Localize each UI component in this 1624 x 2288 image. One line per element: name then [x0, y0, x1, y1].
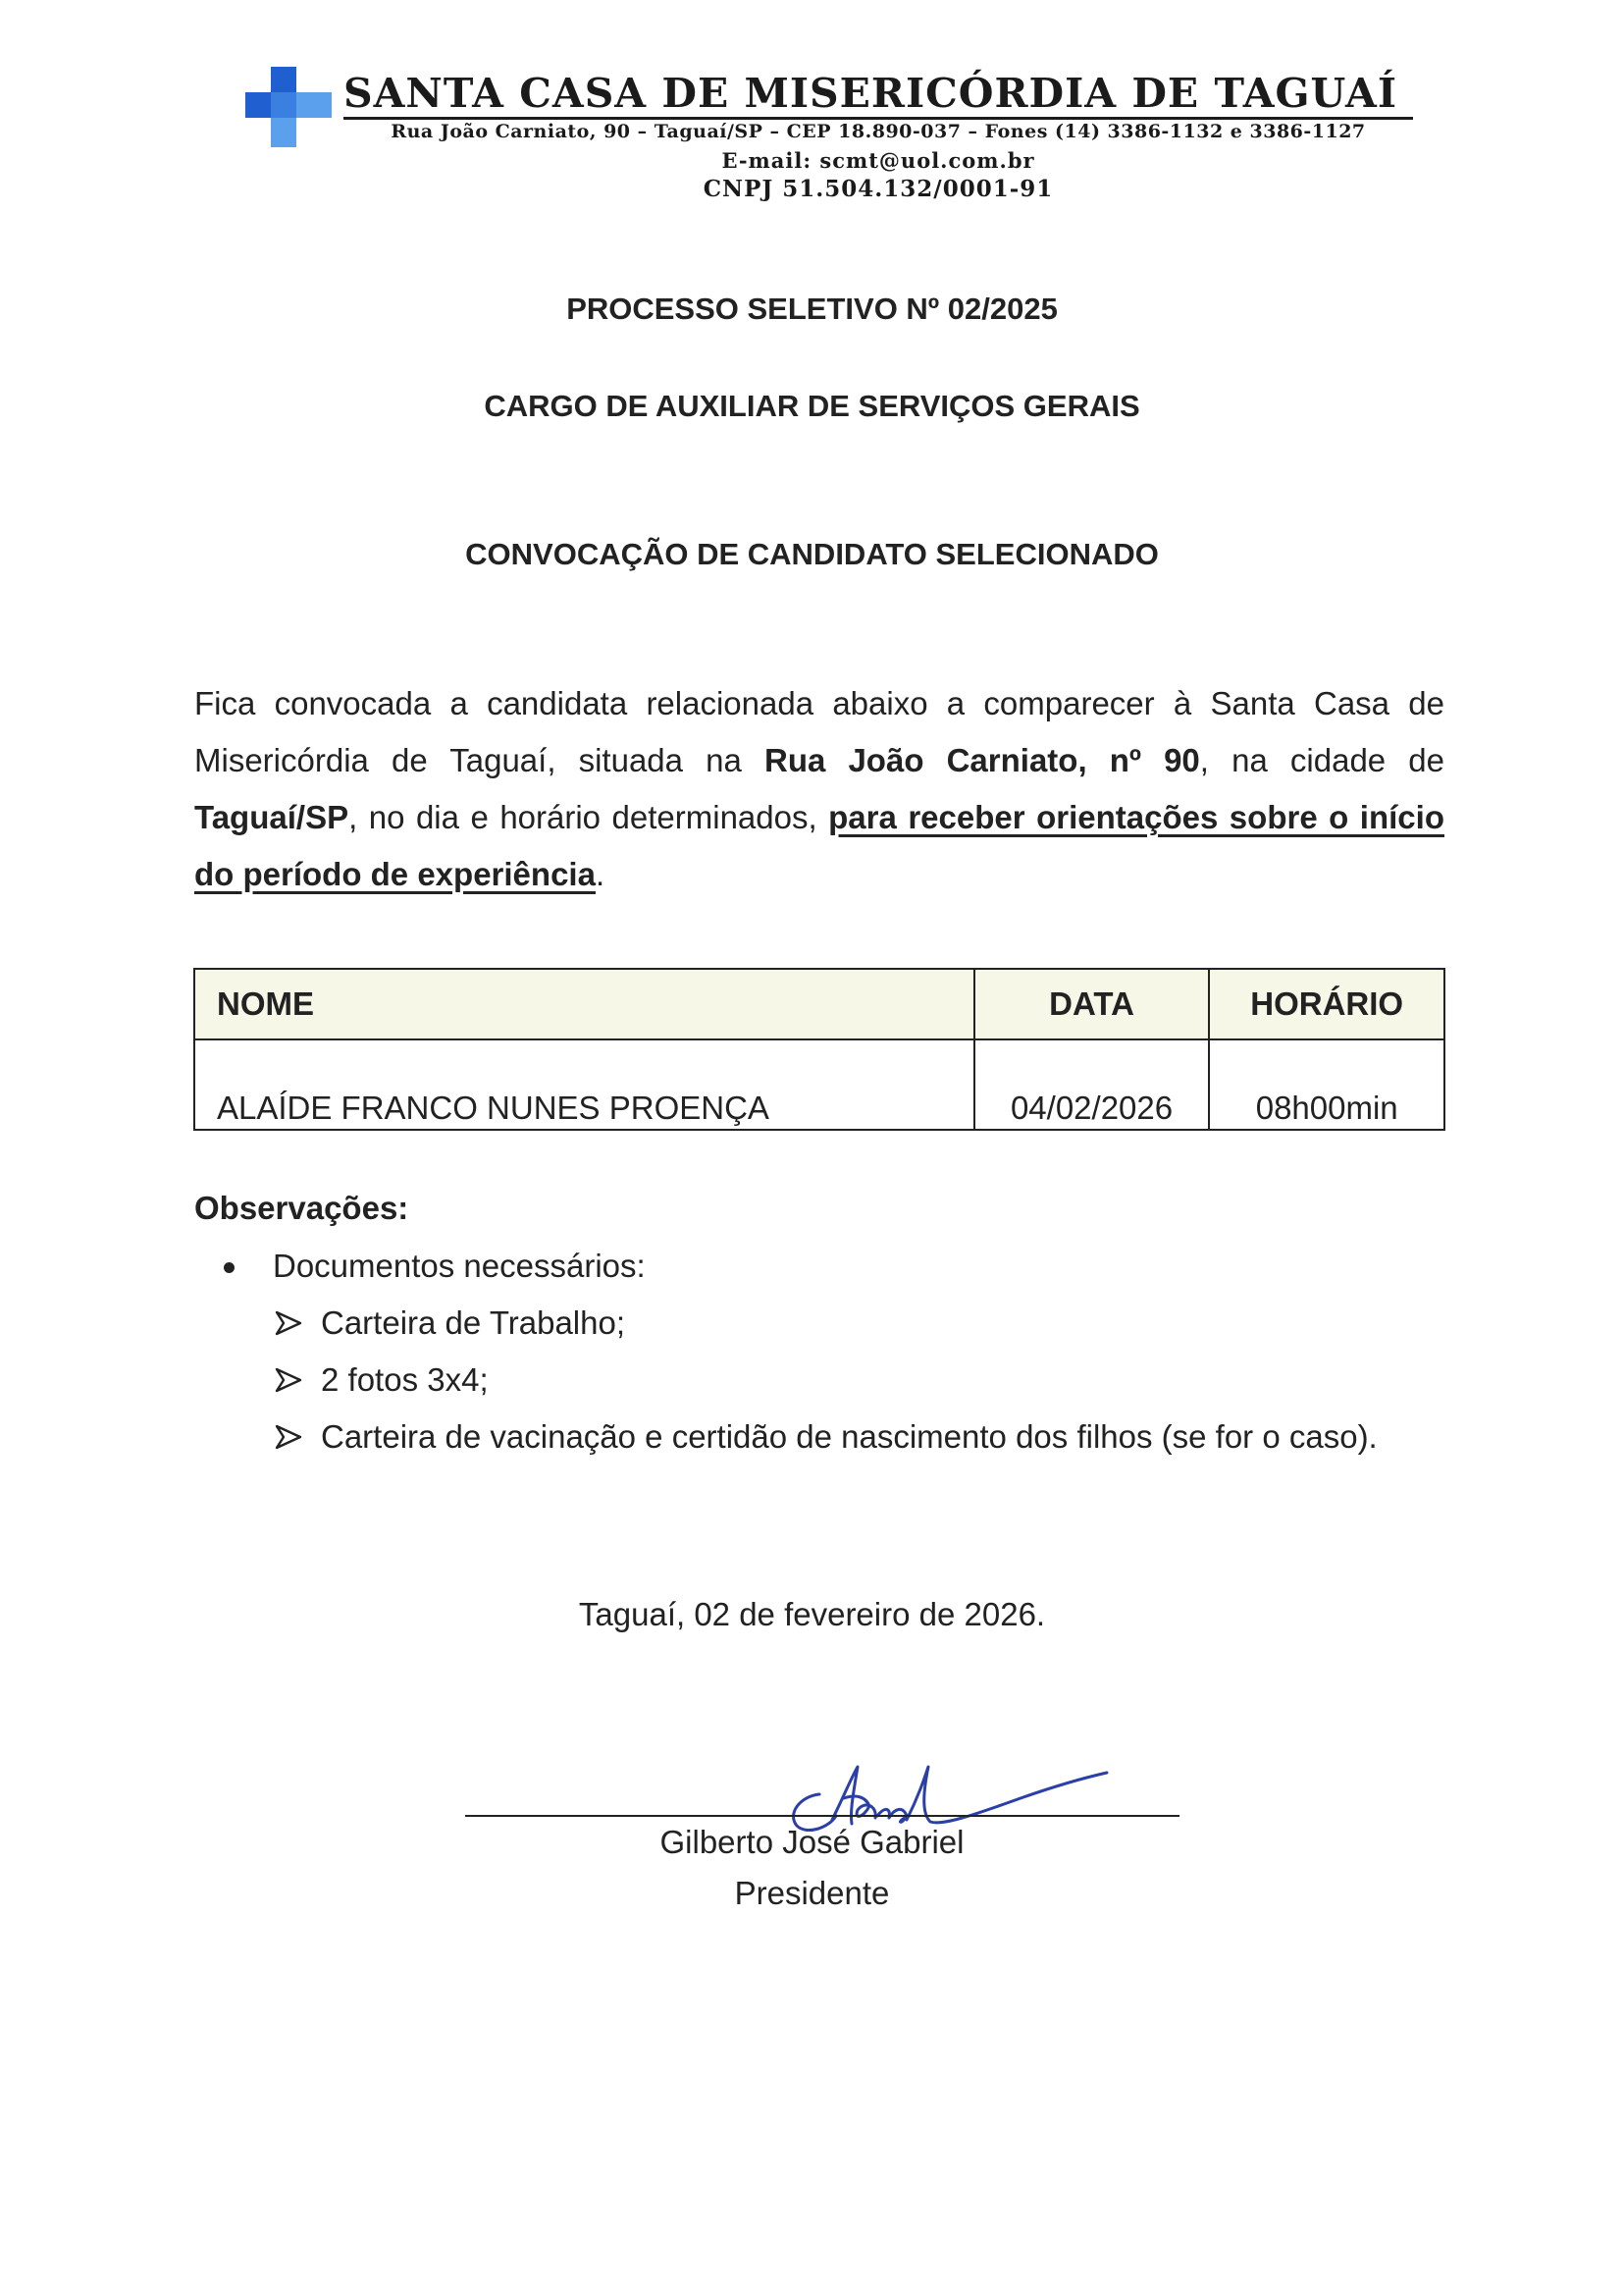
organization-name: SANTA CASA DE MISERICÓRDIA DE TAGUAÍ [343, 71, 1413, 120]
arrowhead-bullet-icon [275, 1423, 302, 1451]
organization-address: Rua João Carniato, 90 – Taguaí/SP – CEP 18.890-037 – Fones (14) 3386-1132 e 3386-1127 [391, 121, 1366, 142]
process-title: PROCESSO SELETIVO Nº 02/2025 [566, 292, 1058, 326]
organization-email: E-mail: scmt@uol.com.br [721, 148, 1035, 173]
header-horario: HORÁRIO [1209, 969, 1444, 1039]
position-title: CARGO DE AUXILIAR DE SERVIÇOS GERAIS [484, 389, 1140, 423]
document-item: Carteira de Trabalho; [321, 1304, 626, 1341]
observations-title: Observações: [194, 1190, 409, 1226]
signer-role: Presidente [734, 1875, 890, 1911]
signer-name: Gilberto José Gabriel [659, 1824, 965, 1860]
cell-nome: ALAÍDE FRANCO NUNES PROENÇA [194, 1039, 974, 1130]
subject-title: CONVOCAÇÃO DE CANDIDATO SELECIONADO [465, 537, 1159, 571]
body-text-part3: , no dia e horário determinados, [348, 799, 829, 835]
table-header-row [194, 969, 1444, 1039]
cell-horario: 08h00min [1209, 1039, 1444, 1130]
organization-cnpj: CNPJ 51.504.132/0001-91 [703, 176, 1054, 202]
city-bold: Taguaí/SP [194, 799, 349, 835]
document-item: 2 fotos 3x4; [321, 1361, 489, 1398]
body-text-part1: Fica convocada a candidata relacionada abaixo a comparecer à Santa Casa de Misericórdia de Taguaí, situada na [194, 685, 1444, 778]
header-data: DATA [974, 969, 1210, 1039]
cell-data: 04/02/2026 [974, 1039, 1210, 1130]
place-and-date: Taguaí, 02 de fevereiro de 2026. [578, 1596, 1046, 1632]
table-row [194, 1039, 1444, 1130]
arrowhead-bullet-icon [275, 1309, 302, 1337]
document-item: Carteira de vacinação e certidão de nascimento dos filhos (se for o caso). [321, 1418, 1378, 1455]
body-text-end: . [595, 856, 605, 892]
purpose-underlined: para receber orientações sobre o início do período de experiência [194, 799, 1444, 892]
address-bold: Rua João Carniato, nº 90 [763, 742, 1200, 778]
body-text-part2: , na cidade de [1199, 742, 1444, 778]
header-nome: NOME [194, 969, 974, 1039]
documents-label: Documentos necessários: [273, 1248, 646, 1284]
cross-logo-icon [245, 67, 336, 149]
arrowhead-bullet-icon [275, 1366, 302, 1394]
bullet-dot-icon [224, 1262, 235, 1273]
convocation-paragraph [194, 675, 1444, 903]
candidate-table [193, 968, 1445, 1131]
signature-line [465, 1815, 1179, 1817]
